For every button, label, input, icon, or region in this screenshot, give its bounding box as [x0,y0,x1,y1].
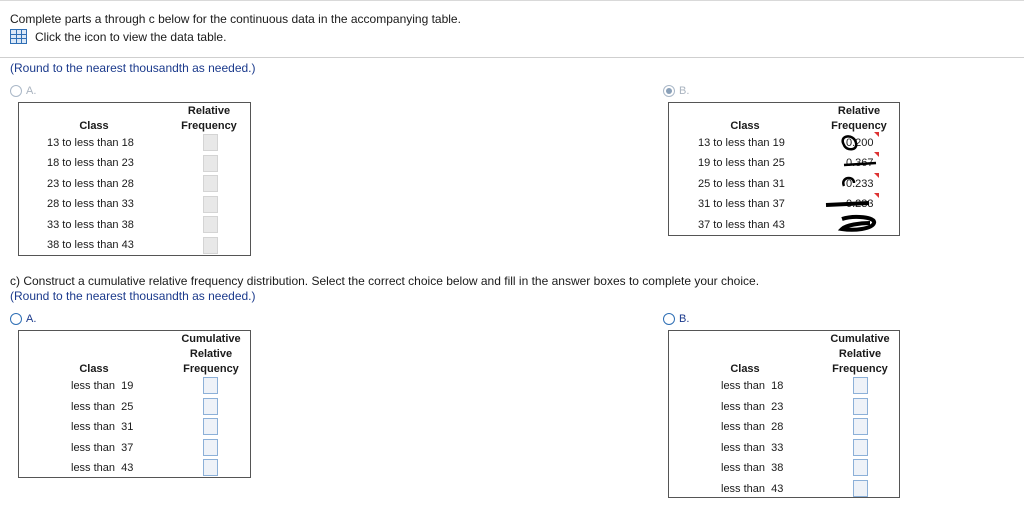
answer-box[interactable] [203,418,218,435]
class-row: 23 to less than 28 [47,178,134,190]
radio-circle [663,313,675,325]
col-header-relative: Relative [838,348,882,360]
radio-circle [10,85,22,97]
class-row: less than 43 [71,462,134,474]
answer-box[interactable] [203,134,218,151]
answer-box[interactable] [203,216,218,233]
radio-circle [10,313,22,325]
class-row: 31 to less than 37 [698,198,785,210]
part-b-hint: (Round to the nearest thousandth as needed.) [10,61,256,75]
answer-value[interactable]: 0.200 [846,137,874,149]
part-c-option-b-radio[interactable]: B. [663,313,689,325]
answer-box[interactable] [853,459,868,476]
answer-value[interactable]: 0.233 [846,198,874,210]
part-b-option-a-table [18,102,251,256]
part-b-option-a-radio[interactable]: A. [10,85,36,97]
answer-box[interactable] [203,175,218,192]
class-row: less than 31 [71,421,134,433]
class-row: 18 to less than 23 [47,157,134,169]
part-b-option-b-table [668,102,900,236]
view-data-label: Click the icon to view the data table. [35,29,227,44]
class-row: 13 to less than 19 [698,137,785,149]
instruction-text: Complete parts a through c below for the continuous data in the accompanying table. [10,12,461,26]
answer-box[interactable] [853,439,868,456]
answer-value[interactable]: 0.233 [846,178,874,190]
col-header-cumulative: Cumulative [181,333,241,345]
answer-box[interactable] [203,196,218,213]
class-row: less than 18 [721,380,784,392]
class-row: 19 to less than 25 [698,157,785,169]
class-row: 37 to less than 43 [698,219,785,231]
part-c-hint: (Round to the nearest thousandth as needed.) [10,289,256,303]
col-header-frequency: Frequency [183,363,239,375]
col-header-relative: Relative [837,105,881,117]
answer-box[interactable] [853,418,868,435]
col-header-class: Class [79,120,109,132]
class-row: 38 to less than 43 [47,239,134,251]
col-header-class: Class [730,120,760,132]
top-border [0,0,1024,1]
answer-box[interactable] [853,398,868,415]
col-header-relative: Relative [189,348,233,360]
col-header-class: Class [79,363,109,375]
answer-box[interactable] [203,398,218,415]
part-c-question: c) Construct a cumulative relative frequency distribution. Select the correct choice below and fill in the answer boxes to complete your choice. [10,274,760,288]
view-data-link[interactable] [10,29,226,44]
class-row: less than 38 [721,462,784,474]
answer-box[interactable] [203,439,218,456]
class-row: 28 to less than 33 [47,198,134,210]
col-header-frequency: Frequency [832,363,888,375]
part-c-option-a-radio[interactable]: A. [10,313,36,325]
class-row: less than 33 [721,442,784,454]
answer-value[interactable]: 0.367 [846,157,874,169]
answer-box[interactable] [203,459,218,476]
table-icon[interactable] [10,29,27,44]
class-row: less than 25 [71,401,134,413]
col-header-cumulative: Cumulative [830,333,890,345]
class-row: less than 37 [71,442,134,454]
handwritten-scribble-icon [824,131,896,237]
class-row: 25 to less than 31 [698,178,785,190]
answer-box[interactable] [203,237,218,254]
part-b-option-b-radio[interactable]: B. [663,85,689,97]
section-divider [0,57,1024,58]
radio-circle [663,85,675,97]
class-row: 13 to less than 18 [47,137,134,149]
col-header-frequency: Frequency [181,120,237,132]
answer-box[interactable] [203,155,218,172]
answer-box[interactable] [203,377,218,394]
col-header-relative: Relative [187,105,231,117]
col-header-frequency: Frequency [831,120,887,132]
part-c-option-a-table [18,330,251,478]
col-header-class: Class [730,363,760,375]
class-row: 33 to less than 38 [47,219,134,231]
class-row: less than 43 [721,483,784,495]
class-row: less than 23 [721,401,784,413]
class-row: less than 19 [71,380,134,392]
answer-box[interactable] [853,480,868,497]
class-row: less than 28 [721,421,784,433]
part-c-option-b-table [668,330,900,498]
answer-box[interactable] [853,377,868,394]
